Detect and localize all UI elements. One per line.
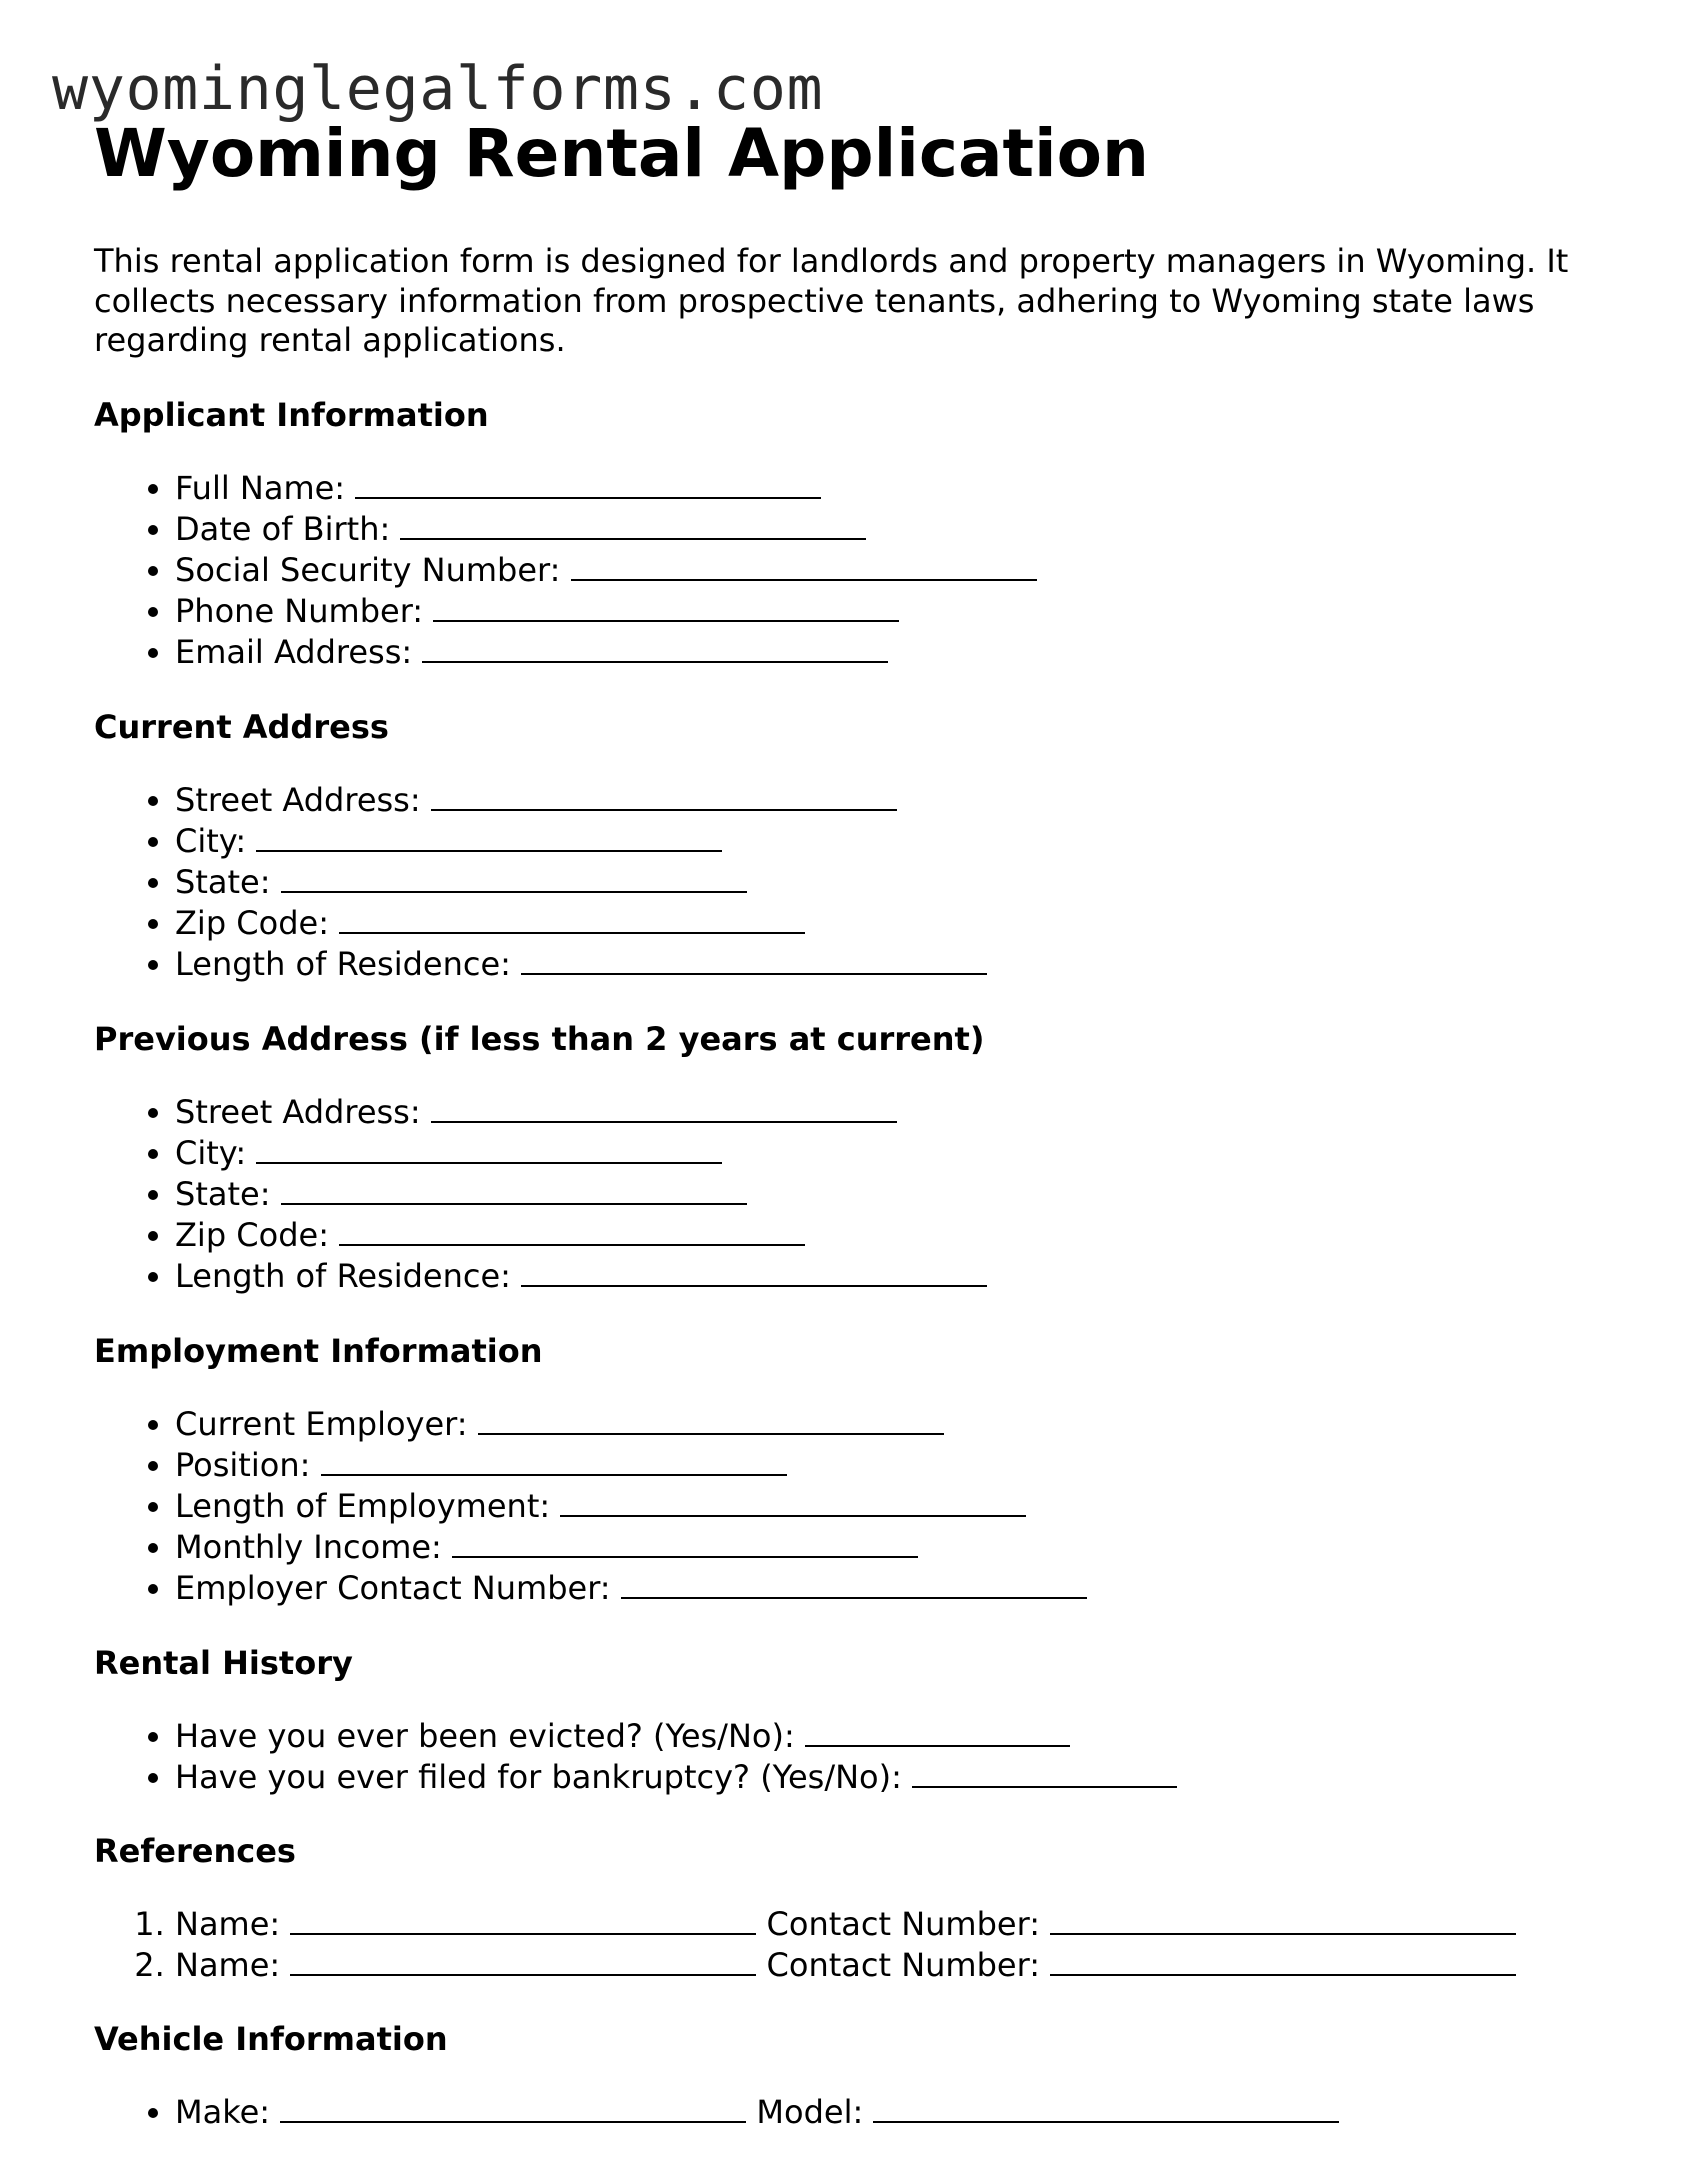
blank-line[interactable]: [355, 467, 821, 499]
rental-history-field-list: [94, 1715, 1614, 1797]
reference-name-label: Name:: [175, 1946, 281, 1985]
previous-address-field-list: [94, 1091, 1614, 1297]
section-heading-current-address: Current Address: [94, 707, 389, 746]
field-label: City:: [175, 821, 247, 860]
intro-paragraph: This rental application form is designed for landlords and property managers in Wyoming. It collects necessary information from prospective tenants, adhering to Wyoming state laws regarding rental applications.: [94, 242, 1569, 359]
blank-line[interactable]: [1050, 1944, 1516, 1976]
references-list: [94, 1903, 1614, 1985]
blank-line[interactable]: [912, 1756, 1177, 1788]
field-bankruptcy: [175, 1756, 1614, 1797]
blank-line[interactable]: [256, 820, 722, 852]
field-length-of-employment: [175, 1485, 1614, 1526]
field-label: Zip Code:: [175, 1216, 329, 1255]
employment-field-list: [94, 1403, 1614, 1609]
blank-line[interactable]: [431, 1091, 897, 1123]
blank-line[interactable]: [339, 902, 805, 934]
field-city: [175, 1132, 1614, 1173]
field-length-of-residence: [175, 943, 1614, 984]
field-label: Have you ever been evicted? (Yes/No):: [175, 1716, 795, 1755]
section-heading-rental-history: Rental History: [94, 1643, 353, 1682]
blank-line[interactable]: [560, 1485, 1026, 1517]
field-label: City:: [175, 1133, 247, 1172]
field-label: Length of Employment:: [175, 1486, 551, 1525]
blank-line[interactable]: [621, 1567, 1087, 1599]
field-street-address: [175, 779, 1614, 820]
field-state: [175, 861, 1614, 902]
reference-name-label: Name:: [175, 1904, 281, 1943]
section-heading-references: References: [94, 1831, 296, 1870]
field-employer-contact: [175, 1567, 1614, 1608]
blank-line[interactable]: [521, 1255, 987, 1287]
blank-line[interactable]: [1050, 1903, 1516, 1935]
applicant-field-list: [94, 467, 1614, 673]
field-label: Current Employer:: [175, 1404, 468, 1443]
reference-item: [175, 1903, 1614, 1944]
field-label: State:: [175, 1174, 271, 1213]
blank-line[interactable]: [280, 2091, 746, 2123]
section-heading-employment: Employment Information: [94, 1331, 543, 1370]
field-city: [175, 820, 1614, 861]
field-state: [175, 1173, 1614, 1214]
section-heading-vehicle: Vehicle Information: [94, 2020, 448, 2059]
blank-line[interactable]: [422, 631, 888, 663]
field-label: Email Address:: [175, 633, 413, 672]
field-label: Length of Residence:: [175, 1257, 511, 1296]
blank-line[interactable]: [256, 1132, 722, 1164]
blank-line[interactable]: [321, 1444, 787, 1476]
field-label: Position:: [175, 1445, 311, 1484]
blank-line[interactable]: [805, 1715, 1070, 1747]
page-title: Wyoming Rental Application: [94, 115, 1150, 192]
vehicle-field-list: [94, 2091, 1614, 2132]
field-phone: [175, 590, 1614, 631]
field-zip-code: [175, 902, 1614, 943]
section-heading-applicant: Applicant Information: [94, 395, 489, 434]
field-label: Have you ever filed for bankruptcy? (Yes/No):: [175, 1757, 902, 1796]
field-label: Length of Residence:: [175, 945, 511, 984]
field-label: State:: [175, 862, 271, 901]
section-heading-previous-address: Previous Address (if less than 2 years at current): [94, 1019, 985, 1058]
field-label: Social Security Number:: [175, 550, 561, 589]
blank-line[interactable]: [339, 1214, 805, 1246]
field-label: Street Address:: [175, 780, 421, 819]
blank-line[interactable]: [400, 508, 866, 540]
field-evicted: [175, 1715, 1614, 1756]
vehicle-make-label: Make:: [175, 2093, 271, 2132]
field-zip-code: [175, 1214, 1614, 1255]
blank-line[interactable]: [478, 1403, 944, 1435]
blank-line[interactable]: [452, 1526, 918, 1558]
current-address-field-list: [94, 779, 1614, 985]
rental-application-document: [94, 112, 1614, 2133]
field-label: Street Address:: [175, 1092, 421, 1131]
blank-line[interactable]: [873, 2091, 1339, 2123]
vehicle-model-label: Model:: [756, 2093, 864, 2132]
reference-contact-label: Contact Number:: [766, 1946, 1040, 1985]
field-label: Zip Code:: [175, 904, 329, 943]
field-length-of-residence: [175, 1255, 1614, 1296]
field-current-employer: [175, 1403, 1614, 1444]
blank-line[interactable]: [281, 1173, 747, 1205]
blank-line[interactable]: [290, 1903, 756, 1935]
field-date-of-birth: [175, 508, 1614, 549]
field-monthly-income: [175, 1526, 1614, 1567]
field-label: Full Name:: [175, 468, 346, 507]
field-label: Employer Contact Number:: [175, 1569, 611, 1608]
blank-line[interactable]: [290, 1944, 756, 1976]
blank-line[interactable]: [433, 590, 899, 622]
site-watermark: wyominglegalforms.com: [52, 54, 824, 124]
field-email: [175, 631, 1614, 672]
field-full-name: [175, 467, 1614, 508]
reference-item: [175, 1944, 1614, 1985]
field-label: Date of Birth:: [175, 509, 391, 548]
field-vehicle-make-model: [175, 2091, 1614, 2132]
blank-line[interactable]: [571, 549, 1037, 581]
field-ssn: [175, 549, 1614, 590]
field-label: Phone Number:: [175, 592, 424, 631]
blank-line[interactable]: [431, 779, 897, 811]
field-label: Monthly Income:: [175, 1528, 442, 1567]
reference-contact-label: Contact Number:: [766, 1904, 1040, 1943]
field-position: [175, 1444, 1614, 1485]
blank-line[interactable]: [281, 861, 747, 893]
field-street-address: [175, 1091, 1614, 1132]
blank-line[interactable]: [521, 943, 987, 975]
